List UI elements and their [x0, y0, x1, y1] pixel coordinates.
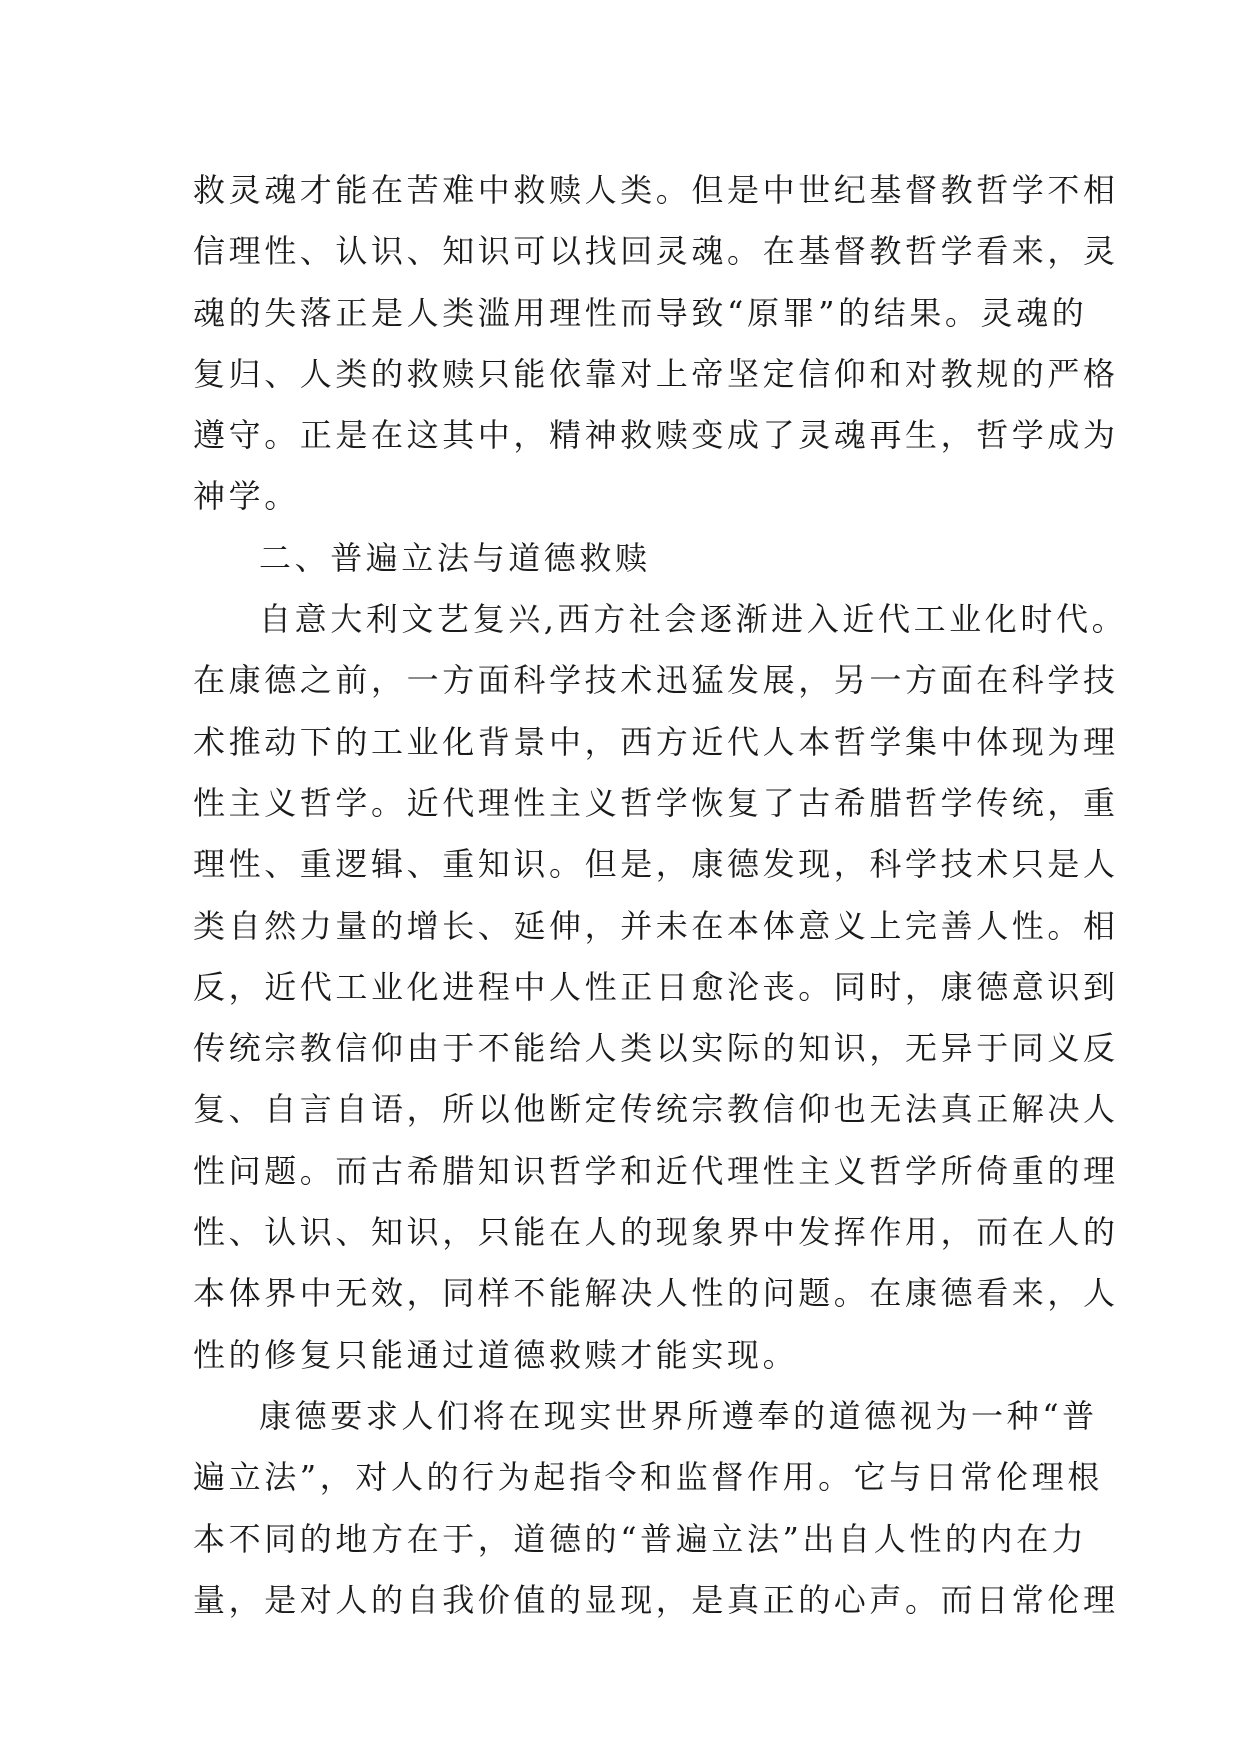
document-page: [193, 160, 1128, 1631]
text-line: 救灵魂才能在苦难中救赎人类。但是中世纪基督教哲学不相: [193, 171, 1119, 209]
paragraph: [193, 1386, 1119, 1631]
section-heading: 二、普遍立法与道德救赎: [259, 538, 651, 577]
text-line: 性主义哲学。近代理性主义哲学恢复了古希腊哲学传统，重: [193, 783, 1119, 822]
text-line: 本体界中无效，同样不能解决人性的问题。在康德看来，人: [193, 1274, 1119, 1313]
text-line: 术推动下的工业化背景中，西方近代人本哲学集中体现为理: [193, 722, 1119, 761]
text-line: 类自然力量的增长、延伸，并未在本体意义上完善人性。相: [193, 906, 1119, 945]
text-line: 信理性、认识、知识可以找回灵魂。在基督教哲学看来，灵: [193, 232, 1119, 271]
text-line: 性、认识、知识，只能在人的现象界中发挥作用，而在人的: [193, 1213, 1119, 1252]
text-line: 康德要求人们将在现实世界所遵奉的道德视为一种“普: [259, 1396, 1098, 1435]
text-line: 传统宗教信仰由于不能给人类以实际的知识，无异于同义反: [193, 1029, 1119, 1068]
text-line: 复、自言自语，所以他断定传统宗教信仰也无法真正解决人: [193, 1090, 1119, 1129]
text-line: 神学。: [193, 477, 300, 516]
text-line: 自意大利文艺复兴,西方社会逐渐进入近代工业化时代。: [259, 600, 1128, 639]
text-line: 本不同的地方在于，道德的“普遍立法”出自人性的内在力: [193, 1519, 1088, 1558]
text-line: 魂的失落正是人类滥用理性而导致“原罪”的结果。灵魂的: [193, 293, 1088, 332]
text-line: 性问题。而古希腊知识哲学和近代理性主义哲学所倚重的理: [193, 1151, 1119, 1190]
text-line: 理性、重逻辑、重知识。但是，康德发现，科学技术只是人: [193, 845, 1119, 884]
paragraph: [193, 160, 1119, 528]
text-line: 量，是对人的自我价值的显现，是真正的心声。而日常伦理: [193, 1580, 1119, 1619]
paragraph: [193, 589, 1128, 1386]
text-line: 性的修复只能通过道德救赎才能实现。: [193, 1335, 799, 1374]
text-line: 反，近代工业化进程中人性正日愈沦丧。同时，康德意识到: [193, 967, 1119, 1006]
text-line: 复归、人类的救赎只能依靠对上帝坚定信仰和对教规的严格: [193, 354, 1119, 393]
text-line: 遍立法”，对人的行为起指令和监督作用。它与日常伦理根: [193, 1458, 1103, 1497]
text-line: 遵守。正是在这其中，精神救赎变成了灵魂再生，哲学成为: [193, 416, 1119, 455]
text-line: 在康德之前，一方面科学技术迅猛发展，另一方面在科学技: [193, 661, 1119, 700]
